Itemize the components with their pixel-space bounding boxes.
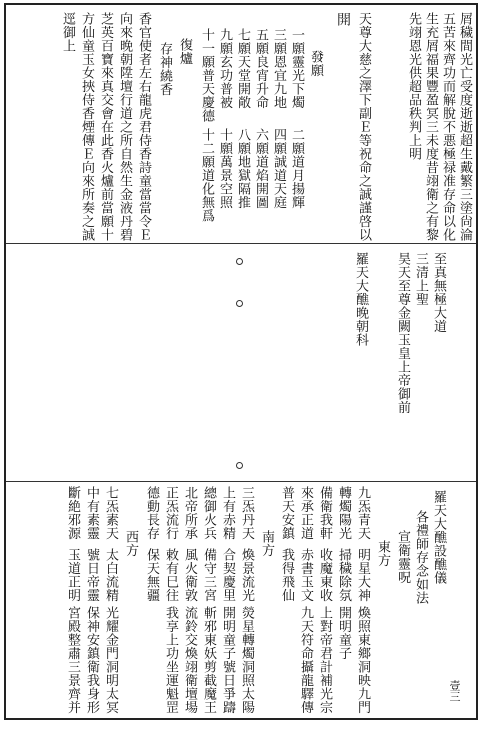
text-column: 復爐 [177, 38, 192, 65]
text-column: 翊衛壇場 [182, 660, 197, 714]
text-column: 普天安鎮 [279, 486, 294, 540]
text-column: 開明童子 [336, 606, 351, 660]
section-heading: 開 [335, 12, 351, 27]
text-column: 斬邪東妖 [201, 606, 216, 660]
text-column: 洞明太冥 [103, 660, 118, 714]
text-column: 明星大神 [355, 548, 370, 602]
text-column: 羅天大醮設醮儀 [431, 490, 446, 585]
text-column: 七願天堂開敞 [235, 28, 250, 109]
text-column: 收魔東收 [317, 548, 332, 602]
text-column: 正炁流行 [163, 486, 178, 540]
text-column: 流鈴交煥 [182, 606, 197, 660]
text-column: 十二願道化無爲 [199, 128, 214, 223]
text-column: 來承正道 [298, 486, 313, 540]
text-column: 向來晚朝陞壇行道之所自然生金液丹碧 [117, 12, 132, 242]
text-column: 二願道月揚輝 [289, 128, 304, 209]
text-column: 德動長存 [144, 486, 159, 540]
text-column: 風火衛敦 [182, 548, 197, 602]
text-column: 七炁素天 [103, 486, 118, 540]
text-column: 芝英百寶來真交會在此香火爐前當願十 [98, 12, 113, 242]
text-column: 合契慶里 [220, 548, 235, 602]
circle-mark-icon [236, 258, 243, 265]
text-column: 各禮師存念如法 [413, 510, 428, 605]
text-column: 開明童子 [220, 606, 235, 660]
circle-mark-icon [236, 300, 243, 307]
text-column: 三炁丹天 [239, 486, 254, 540]
text-column: 三願恩宜九地 [271, 28, 286, 109]
circle-mark-icon [236, 462, 243, 469]
text-column: 九願玄功普被 [217, 28, 232, 109]
text-column: 宮殿整肅 [65, 606, 80, 660]
text-column: 掃穢除氛 [336, 548, 351, 602]
text-column: 至真無極大道 [431, 252, 446, 333]
text-column: 逕御上 [60, 12, 75, 53]
text-column: 三景齊并 [65, 660, 80, 714]
text-column: 北帝所承 [182, 486, 197, 540]
text-column: 總御火兵 [201, 486, 216, 540]
text-column: 十一願普天慶德 [199, 28, 214, 123]
text-column: 上有赤精 [220, 486, 235, 540]
text-column: 三清上聖 [413, 252, 428, 306]
text-column: 保天無疆 [144, 548, 159, 602]
text-column: 羅天大醮晚朝科 [353, 252, 368, 347]
text-column: 香官使者左右龍虎君侍香詩童當當令Ｅ [136, 12, 151, 242]
text-column: 天尊大慈之澤下副Ｅ等祝命之誠謹啓以 [356, 12, 371, 242]
text-column: 號日帝靈 [84, 548, 99, 602]
text-column: 洞照太陽 [239, 660, 254, 714]
text-column: 屑穢間光亡受度逝逝超生戴繁三塗尙淪 [457, 12, 472, 242]
text-column: 南方 [259, 530, 274, 557]
text-column: 五願良宵升命 [253, 28, 268, 109]
text-column: 赤書玉文 [298, 548, 313, 602]
text-column: 四願誠道天庭 [271, 128, 286, 209]
text-column: 攝龍驛傳 [298, 660, 313, 714]
text-column: 發願 [308, 50, 323, 77]
text-column: 坐運魁罡 [163, 660, 178, 714]
text-column: 保神安鎮 [84, 606, 99, 660]
text-column: 備守三宮 [201, 548, 216, 602]
text-column: 熒星轉燭 [239, 606, 254, 660]
text-column: 中有素靈 [84, 486, 99, 540]
text-column: 煥照東鄉 [355, 606, 370, 660]
text-column: 我得飛仙 [279, 548, 294, 602]
text-column: 方仙童玉女挾侍香煙傳Ｅ向來所奏之誠 [79, 12, 94, 242]
text-column: 備衛我軒 [317, 486, 332, 540]
text-column: 一願靈光下燭 [289, 28, 304, 109]
text-column: 太白流精 [103, 548, 118, 602]
text-column: 九炁青天 [355, 486, 370, 540]
text-column: 九天符命 [298, 606, 313, 660]
section-divider-top [6, 243, 476, 244]
text-column: 六願道焰開圖 [253, 128, 268, 209]
text-column: 生充屑福果豐盈冥三未度昔翊衛之有黎 [423, 12, 438, 242]
text-column: 十願萬景空照 [217, 128, 232, 209]
text-column: 上對帝君 [317, 606, 332, 660]
text-column: 剪截魔王 [201, 660, 216, 714]
page-number: 壹三 [448, 680, 461, 702]
text-column: 洞映九門 [355, 660, 370, 714]
text-column: 煥景流光 [239, 548, 254, 602]
text-column: 存神繞香 [157, 42, 172, 96]
text-column: 昊天至尊金闕玉皇上帝御前 [395, 252, 410, 414]
text-column: 敕有巳往 [163, 548, 178, 602]
text-column: 衛我身形 [84, 660, 99, 714]
text-column: 西方 [123, 530, 138, 557]
text-column: 號日爭躊 [220, 660, 235, 714]
text-column: 東方 [375, 540, 390, 567]
text-column: 轉燭陽光 [336, 486, 351, 540]
text-column: 斷絶邪源 [65, 486, 80, 540]
text-column: 八願地獄隔推 [235, 128, 250, 209]
text-column: 宣衛靈呪 [395, 530, 410, 584]
text-column: 先翊恩光供超品秩判上明 [406, 12, 421, 161]
text-column: 玉道正明 [65, 548, 80, 602]
text-column: 我享上功 [163, 606, 178, 660]
section-divider-bottom [6, 481, 476, 482]
text-column: 五苦來齊功而解脫不悪極禄准存命以化 [440, 12, 455, 242]
text-column: 計補光宗 [317, 660, 332, 714]
text-column: 光耀金門 [103, 606, 118, 660]
